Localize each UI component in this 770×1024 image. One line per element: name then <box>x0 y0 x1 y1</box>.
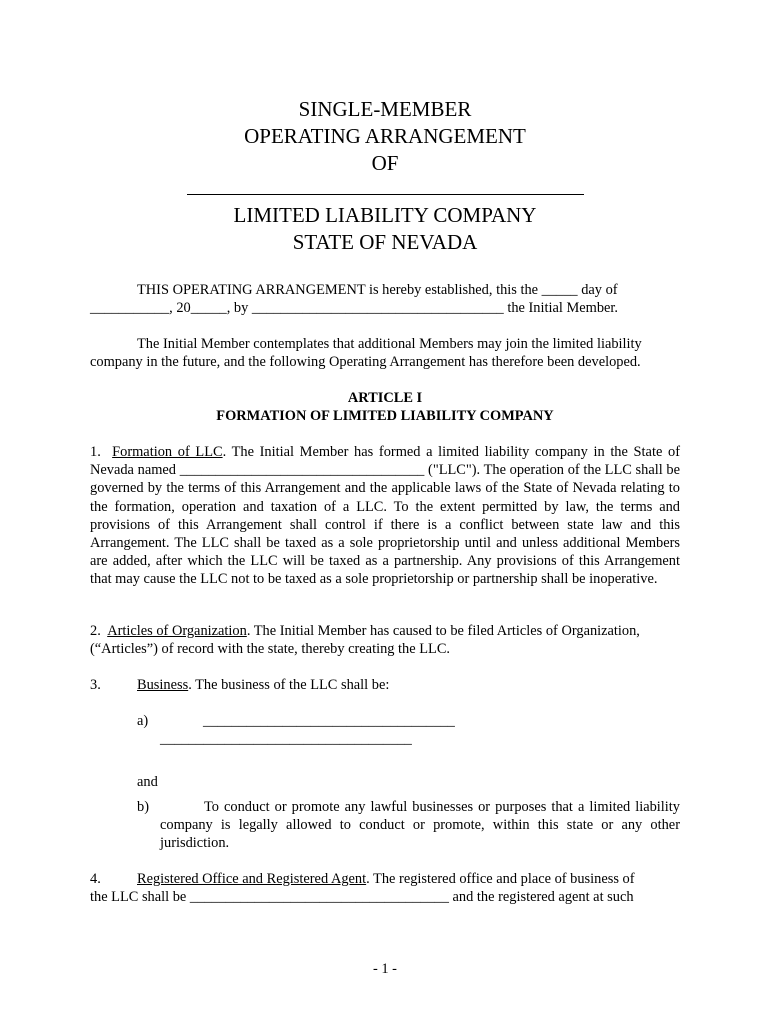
section-2-number: 2. <box>90 623 101 639</box>
title-state: STATE OF NEVADA <box>292 230 478 254</box>
company-name-blank-line <box>187 194 584 195</box>
title-line-2: OPERATING ARRANGEMENT <box>244 124 526 148</box>
section-3-a-blank-2: ___________________________________ <box>160 731 412 747</box>
section-3-b-label: b) <box>137 799 149 815</box>
intro-para2-line-2: company in the future, and the following Operating Arrangement has therefore been developed. <box>90 354 641 370</box>
section-1 <box>90 443 680 589</box>
section-1-text: . The Initial Member has formed a limited liability company in the State of Nevada named __________________________________ ("LLC"). The operation of the LLC shall be governed by the terms of this Arrangement and the applicable laws of the State of Nevada relating to the formation, operation and taxation of a LLC. To the extent permitted by law, the terms and provisions of this Arrangement shall control if there is a conflict between state law and this Arrangement. The LLC shall be taxed as a sole proprietorship until and unless additional Members are added, after which the LLC will be taxed as a partnership. Any provisions of this Arrangement that may cause the LLC not to be taxed as a sole proprietorship or partnership shall be inoperative. <box>90 444 680 588</box>
section-2-line1-rest: . The Initial Member has caused to be filed Articles of Organization, <box>246 623 640 639</box>
title-line-3: OF <box>371 151 399 175</box>
title-company: LIMITED LIABILITY COMPANY <box>233 203 537 227</box>
section-3-line <box>137 676 637 694</box>
section-2-heading: Articles of Organization <box>107 623 247 639</box>
intro-line-2: ___________, 20_____, by ___________________________________ the Initial Member. <box>90 300 619 316</box>
article-heading: FORMATION OF LIMITED LIABILITY COMPANY <box>216 408 554 424</box>
section-3-and: and <box>137 774 158 790</box>
section-4-line-2: the LLC shall be ____________________________________ and the registered agent at such <box>90 889 634 905</box>
section-4-number: 4. <box>90 871 101 887</box>
section-2-line-1 <box>90 622 680 640</box>
section-1-heading: Formation of LLC <box>112 444 223 460</box>
section-1-number: 1. <box>90 444 101 460</box>
title-line-1: SINGLE-MEMBER <box>298 97 472 121</box>
intro-line-1: THIS OPERATING ARRANGEMENT is hereby established, this the _____ day of <box>137 282 618 298</box>
section-3-a-label: a) <box>137 713 149 729</box>
section-4-heading: Registered Office and Registered Agent <box>137 871 367 887</box>
page-number: - 1 - <box>373 961 397 977</box>
section-3-heading: Business <box>137 677 189 693</box>
article-number: ARTICLE I <box>347 390 423 406</box>
section-4-line1-rest: . The registered office and place of business of <box>366 871 635 887</box>
section-4-line-1 <box>137 870 682 888</box>
section-3-number: 3. <box>90 677 101 693</box>
section-3-b-text: To conduct or promote any lawful businesses or purposes that a limited liability company is legally allowed to conduct or promote, within this state or any other jurisdiction. <box>160 799 680 852</box>
section-3-rest: . The business of the LLC shall be: <box>188 677 390 693</box>
intro-para2-line-1: The Initial Member contemplates that additional Members may join the limited liability <box>137 336 642 352</box>
section-2-line-2: (“Articles”) of record with the state, thereby creating the LLC. <box>90 641 451 657</box>
section-3-a-blank-1: ___________________________________ <box>203 713 455 729</box>
